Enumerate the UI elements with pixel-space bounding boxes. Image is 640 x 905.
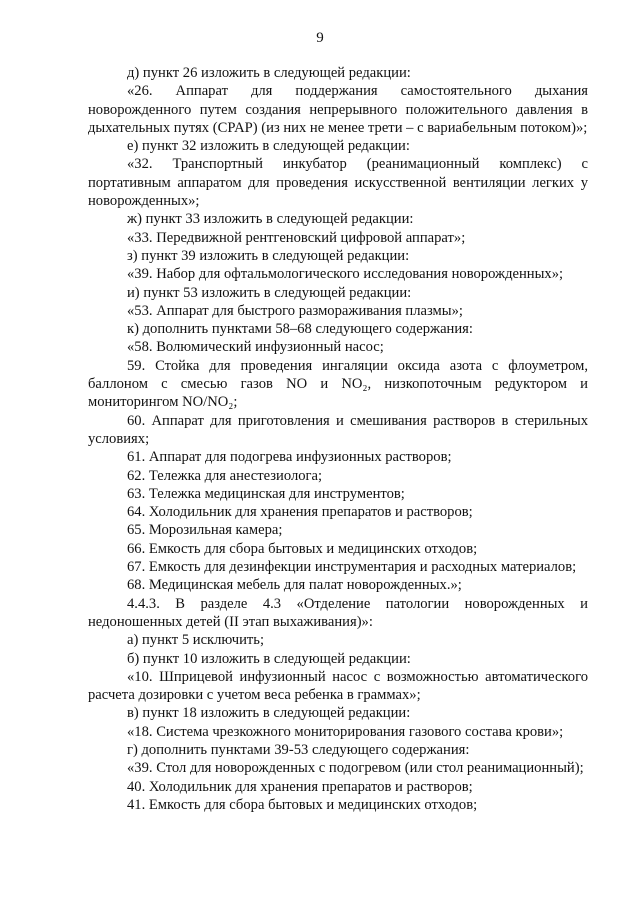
list-item-59: 59. Стойка для проведения ингаляции оксида азота с флоуметром, баллоном с смесью газов NO и NO₂, низкопоточным редуктором и мониторингом NO/NO₂; <box>88 357 588 411</box>
item-39-text: «39. Набор для офтальмологического исследования новорожденных»; <box>127 266 564 283</box>
item-33-text: «33. Передвижной рентгеновский цифровой аппарат»; <box>127 229 466 246</box>
page-number: 9 <box>316 30 324 46</box>
amendment-item-d: д) пункт 26 изложить в следующей редакции: <box>127 65 411 81</box>
amendment-item-z: з) пункт 39 изложить в следующей редакции: <box>127 247 410 264</box>
document-body <box>88 64 588 814</box>
amendment-item-e: е) пункт 32 изложить в следующей редакции: <box>127 138 410 155</box>
list-item-40: 40. Холодильник для хранения препаратов и растворов; <box>127 778 473 795</box>
list-item-61: 61. Аппарат для подогрева инфузионных растворов; <box>127 449 452 466</box>
item-26-text: «26. Аппарат для поддержания самостоятельного дыхания новорожденного путем создания непрерывного положительного давления в дыхательных путях (CPAP) (из них не менее трети – с вариабельным потоком)»; <box>88 83 588 136</box>
amendment-item-v: в) пункт 18 изложить в следующей редакции: <box>127 705 411 722</box>
amendment-item-a: а) пункт 5 исключить; <box>127 632 265 649</box>
list-item-65: 65. Морозильная камера; <box>127 522 283 539</box>
list-item-60: 60. Аппарат для приготовления и смешивания растворов в стерильных условиях; <box>88 412 588 447</box>
list-item-68: 68. Медицинская мебель для палат новорожденных.»; <box>127 577 462 594</box>
list-item-66: 66. Емкость для сбора бытовых и медицинских отходов; <box>127 540 478 557</box>
amendment-item-b: б) пункт 10 изложить в следующей редакции: <box>127 650 411 667</box>
list-item-67: 67. Емкость для дезинфекции инструментария и расходных материалов; <box>127 559 577 576</box>
list-item-58: «58. Волюмический инфузионный насос; <box>127 339 384 356</box>
amendment-item-g: г) дополнить пунктами 39-53 следующего содержания: <box>127 741 470 758</box>
item-53-text: «53. Аппарат для быстрого размораживания плазмы»; <box>127 302 463 319</box>
amendment-item-zh: ж) пункт 33 изложить в следующей редакции: <box>127 211 414 228</box>
item-32-text: «32. Транспортный инкубатор (реанимационный комплекс) с портативным аппаратом для проведения искусственной вентиляции легких у новорожденных»; <box>88 156 588 210</box>
list-item-39: «39. Стол для новорожденных с подогревом (или стол реанимационный); <box>127 760 584 777</box>
section-4-4-3-heading: 4.4.3. В разделе 4.3 «Отделение патологии новорожденных и недоношенных детей (II этап выхаживания)»: <box>88 595 588 630</box>
amendment-item-i: и) пункт 53 изложить в следующей редакции: <box>127 284 412 301</box>
list-item-63: 63. Тележка медицинская для инструментов; <box>127 485 405 502</box>
item-18-text: «18. Система чрезкожного мониторирования газового состава крови»; <box>127 723 564 740</box>
list-item-64: 64. Холодильник для хранения препаратов и растворов; <box>127 504 473 521</box>
amendment-item-k: к) дополнить пунктами 58–68 следующего содержания: <box>127 321 473 338</box>
list-item-62: 62. Тележка для анестезиолога; <box>127 467 323 484</box>
item-10-text: «10. Шприцевой инфузионный насос с возможностью автоматического расчета дозировки с учетом веса ребенка в граммах»; <box>88 668 588 704</box>
list-item-41: 41. Емкость для сбора бытовых и медицинских отходов; <box>127 796 478 813</box>
